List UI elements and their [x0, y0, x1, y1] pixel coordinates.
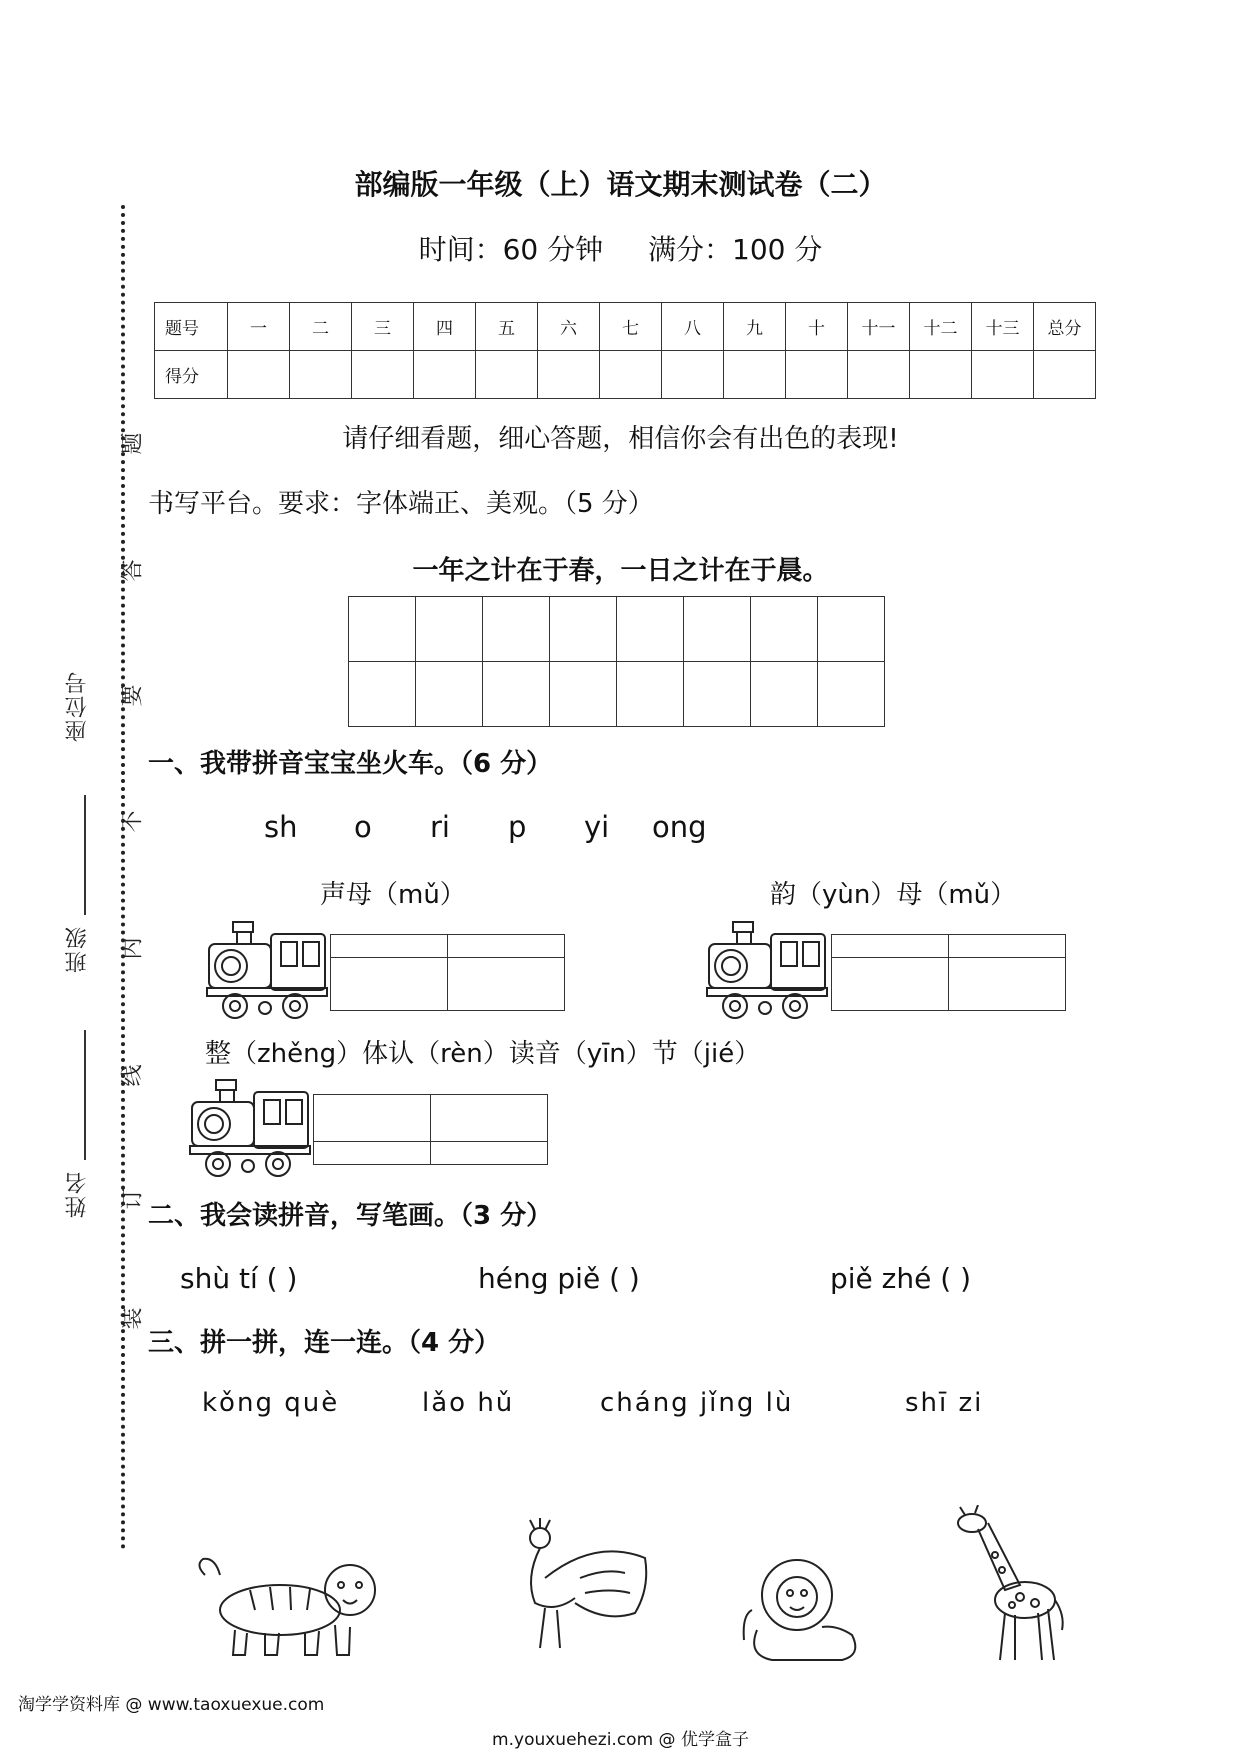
- syllable: ri: [430, 810, 450, 844]
- train2-label: 韵（yùn）母（mǔ）: [770, 880, 1017, 910]
- score-cell: 四: [414, 303, 476, 351]
- answer-cell[interactable]: [448, 935, 565, 958]
- score-input-cell[interactable]: [972, 351, 1034, 399]
- answer-cell[interactable]: [949, 958, 1066, 1011]
- score-input-cell[interactable]: [724, 351, 786, 399]
- time-limit: 时间：60 分钟: [418, 233, 604, 266]
- score-header-row: [155, 303, 1096, 351]
- binding-char: 装: [120, 1307, 146, 1330]
- peacock-icon[interactable]: [485, 1518, 650, 1658]
- binding-char: 线: [120, 1064, 146, 1087]
- binding-char: 要: [120, 684, 146, 707]
- section2-heading: 二、我会读拼音，写笔画。（3 分）: [148, 1201, 553, 1231]
- animal-pinyin[interactable]: shī zi: [905, 1388, 984, 1418]
- binding-char: 答: [120, 559, 146, 582]
- syllable: o: [354, 810, 372, 844]
- answer-cell[interactable]: [331, 958, 448, 1011]
- giraffe-icon[interactable]: [950, 1505, 1070, 1665]
- writing-cell[interactable]: [617, 597, 684, 662]
- footer-center: m.youxuehezi.com @ 优学盒子: [492, 1730, 749, 1750]
- writing-cell[interactable]: [416, 662, 483, 727]
- score-input-cell[interactable]: [290, 351, 352, 399]
- writing-cell[interactable]: [617, 662, 684, 727]
- stroke-item[interactable]: piě zhé ( ): [830, 1262, 971, 1295]
- score-input-cell[interactable]: [228, 351, 290, 399]
- score-input-cell[interactable]: [848, 351, 910, 399]
- class-label: 班级: [65, 925, 90, 973]
- writing-cell[interactable]: [349, 662, 416, 727]
- writing-cell[interactable]: [684, 662, 751, 727]
- animal-pinyin[interactable]: kǒng què: [202, 1388, 340, 1418]
- syllable: p: [508, 810, 527, 844]
- answer-cell[interactable]: [431, 1142, 548, 1165]
- train-engine-icon: [188, 1078, 313, 1178]
- train1-answer-boxes: [330, 934, 565, 1011]
- score-cell: 十: [786, 303, 848, 351]
- train3-answer-boxes: [313, 1094, 548, 1165]
- footer-left: 淘学学资料库 @ www.taoxuexue.com: [18, 1695, 325, 1715]
- syllable: ong: [652, 810, 707, 844]
- section1-heading: 一、我带拼音宝宝坐火车。（6 分）: [148, 749, 553, 779]
- seat-number-label: 座位号: [65, 670, 90, 742]
- score-cell: 七: [600, 303, 662, 351]
- answer-cell[interactable]: [331, 935, 448, 958]
- model-sentence: 一年之计在于春，一日之计在于晨。: [412, 556, 829, 586]
- score-input-cell[interactable]: [538, 351, 600, 399]
- answer-cell[interactable]: [832, 958, 949, 1011]
- score-row-label: 得分: [155, 351, 228, 399]
- writing-instruction: 书写平台。要求：字体端正、美观。（5 分）: [148, 489, 654, 519]
- score-cell: 九: [724, 303, 786, 351]
- binding-char: 订: [120, 1187, 146, 1210]
- score-cell: 八: [662, 303, 724, 351]
- score-input-cell[interactable]: [910, 351, 972, 399]
- animal-pinyin[interactable]: lǎo hǔ: [422, 1388, 515, 1418]
- answer-cell[interactable]: [314, 1095, 431, 1142]
- exam-meta: [0, 228, 1241, 268]
- intro-text: 请仔细看题，细心答题，相信你会有出色的表现!: [342, 424, 899, 454]
- writing-cell[interactable]: [483, 662, 550, 727]
- score-input-cell[interactable]: [786, 351, 848, 399]
- score-input-cell[interactable]: [662, 351, 724, 399]
- full-score: 满分：100 分: [648, 233, 823, 266]
- section3-heading: 三、拼一拼，连一连。（4 分）: [148, 1328, 501, 1358]
- score-cell: 六: [538, 303, 600, 351]
- score-cell: 五: [476, 303, 538, 351]
- score-cell: 总分: [1034, 303, 1096, 351]
- answer-cell[interactable]: [431, 1095, 548, 1142]
- writing-cell[interactable]: [818, 597, 885, 662]
- score-cell: 题号: [155, 303, 228, 351]
- score-input-cell[interactable]: [600, 351, 662, 399]
- writing-cell[interactable]: [751, 597, 818, 662]
- writing-cell[interactable]: [550, 662, 617, 727]
- writing-cell[interactable]: [416, 597, 483, 662]
- score-cell: 十二: [910, 303, 972, 351]
- score-cell: 三: [352, 303, 414, 351]
- score-input-cell[interactable]: [414, 351, 476, 399]
- writing-cell[interactable]: [483, 597, 550, 662]
- score-cell: 一: [228, 303, 290, 351]
- score-input-cell[interactable]: [1034, 351, 1096, 399]
- writing-cell[interactable]: [349, 597, 416, 662]
- writing-grid: [348, 596, 885, 727]
- syllable: sh: [264, 810, 298, 844]
- answer-cell[interactable]: [832, 935, 949, 958]
- train3-label: 整（zhěng）体认（rèn）读音（yīn）节（jié）: [205, 1039, 761, 1069]
- score-cell: 二: [290, 303, 352, 351]
- binding-char: 不: [120, 810, 146, 833]
- answer-cell[interactable]: [314, 1142, 431, 1165]
- stroke-item[interactable]: shù tí ( ): [180, 1262, 298, 1295]
- writing-cell[interactable]: [818, 662, 885, 727]
- train-engine-icon: [705, 920, 830, 1020]
- writing-cell[interactable]: [684, 597, 751, 662]
- syllable: yi: [584, 810, 610, 844]
- train-engine-icon: [205, 920, 330, 1020]
- train1-label: 声母（mǔ）: [320, 880, 466, 910]
- score-input-cell[interactable]: [476, 351, 538, 399]
- lion-icon[interactable]: [742, 1555, 862, 1665]
- score-value-row: [155, 351, 1096, 399]
- writing-cell[interactable]: [550, 597, 617, 662]
- class-underline: [84, 795, 86, 915]
- score-cell: 十三: [972, 303, 1034, 351]
- answer-cell[interactable]: [448, 958, 565, 1011]
- binding-char: 内: [120, 937, 146, 960]
- binding-dotted-line: [121, 205, 125, 1550]
- name-underline: [84, 1030, 86, 1160]
- stroke-item[interactable]: héng piě ( ): [478, 1262, 640, 1295]
- answer-cell[interactable]: [949, 935, 1066, 958]
- score-cell: 十一: [848, 303, 910, 351]
- writing-cell[interactable]: [751, 662, 818, 727]
- train2-answer-boxes: [831, 934, 1066, 1011]
- score-input-cell[interactable]: [352, 351, 414, 399]
- name-label: 姓名: [65, 1170, 90, 1218]
- page-title: 部编版一年级（上）语文期末测试卷（二）: [354, 168, 887, 201]
- tiger-icon[interactable]: [195, 1555, 390, 1660]
- animal-pinyin[interactable]: cháng jǐng lù: [600, 1388, 794, 1418]
- binding-char: 题: [120, 432, 146, 455]
- score-table: [154, 302, 1096, 399]
